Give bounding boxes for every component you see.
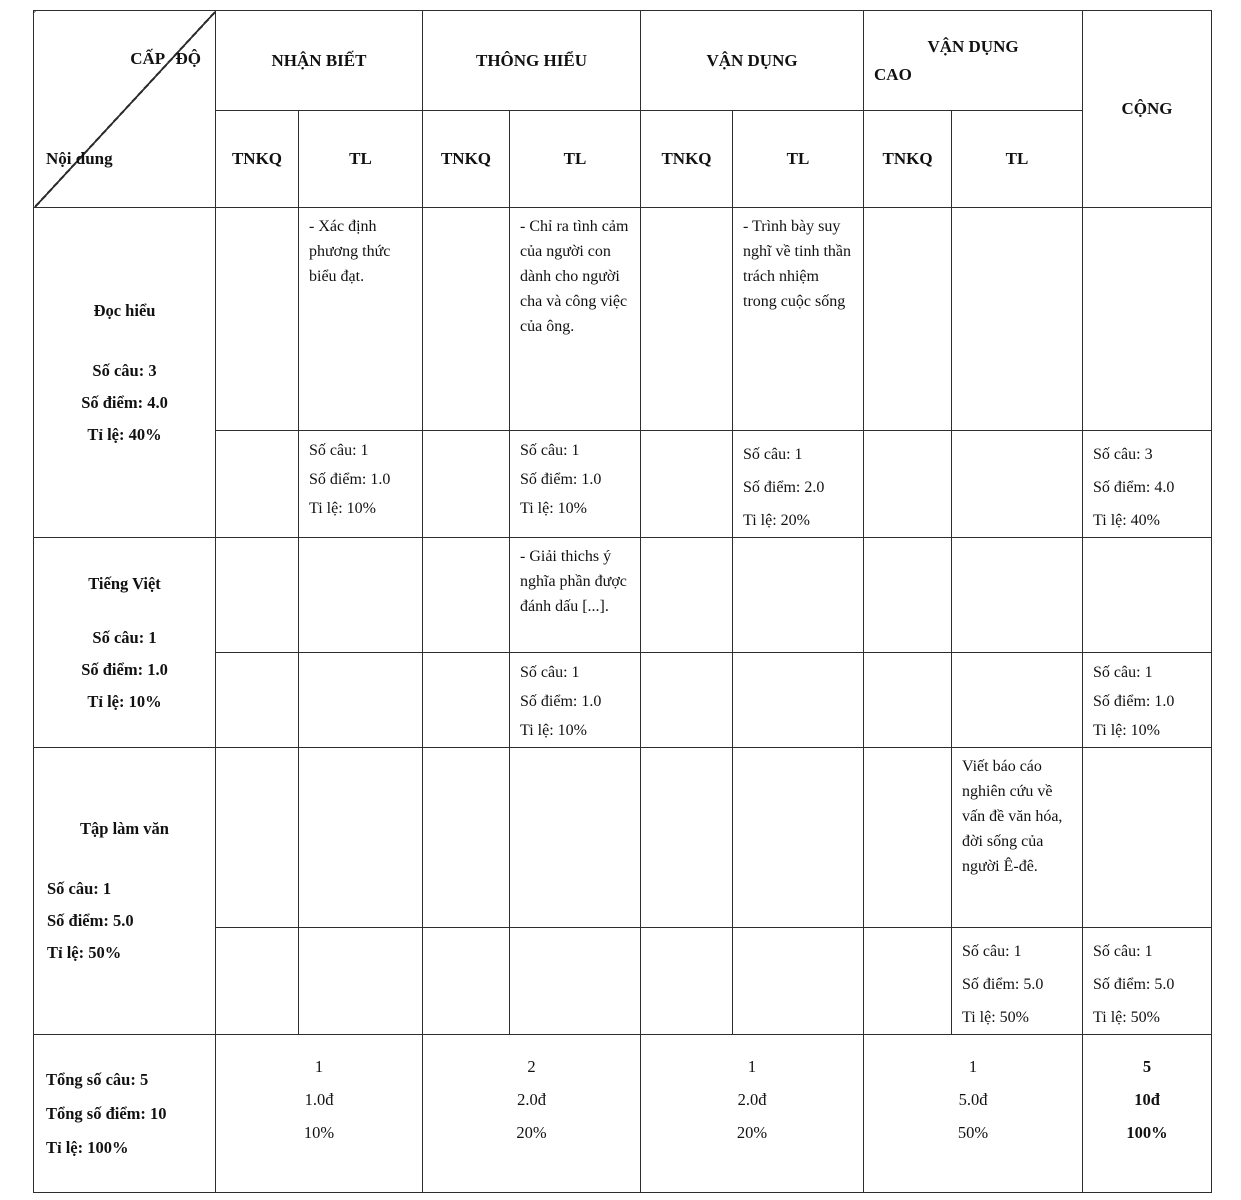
header-thong-hieu: THÔNG HIỂU xyxy=(423,11,641,111)
tieng-viet-cong-stats xyxy=(1083,653,1212,748)
cell-empty xyxy=(641,538,733,653)
cell-empty xyxy=(864,208,952,431)
stat-line: Ti lệ: 40% xyxy=(1093,512,1161,529)
topic-doc-hieu xyxy=(34,208,216,538)
cell-empty xyxy=(423,431,510,538)
header-vdc-tl: TL xyxy=(952,111,1083,208)
totals-label-cell xyxy=(34,1035,216,1193)
stat-line: Số điểm: 1.0 xyxy=(1093,693,1175,710)
cell-empty xyxy=(510,928,641,1035)
cell-empty xyxy=(864,928,952,1035)
stat-line: Số câu: 3 xyxy=(1093,446,1153,463)
stat-line: Ti lệ: 10% xyxy=(520,722,587,739)
stat-line: Số câu: 1 xyxy=(520,442,580,459)
cell-empty xyxy=(216,748,299,928)
cell-empty xyxy=(733,538,864,653)
doc-hieu-cong-stats xyxy=(1083,431,1212,538)
topic-doc-hieu-title: Đọc hiểu xyxy=(93,300,156,320)
cell-empty xyxy=(733,928,864,1035)
doc-hieu-nb-tl-desc: - Xác định phương thức biểu đạt. xyxy=(299,208,423,431)
cell-empty xyxy=(641,928,733,1035)
stat-line: Ti lệ: 50% xyxy=(1093,1009,1161,1026)
stat-line: Số điểm: 1.0 xyxy=(520,471,602,488)
cell-empty xyxy=(641,431,733,538)
totals-sodiem: Tổng số điểm: 10 xyxy=(46,1103,167,1123)
topic-tieng-viet-sodiem: Số điểm: 1.0 xyxy=(81,659,168,679)
doc-hieu-th-tl-desc: - Chỉ ra tình cảm của người con dành cho người cha và công việc của ông. xyxy=(510,208,641,431)
stat-line: Ti lệ: 20% xyxy=(743,512,810,529)
total-line: 10đ xyxy=(1134,1090,1160,1109)
stat-line: Ti lệ: 10% xyxy=(309,500,376,517)
cell-empty xyxy=(1083,538,1212,653)
corner-cell xyxy=(34,11,216,208)
stat-line: Số câu: 1 xyxy=(743,446,803,463)
total-line: 50% xyxy=(957,1123,989,1142)
cell-empty xyxy=(423,538,510,653)
tap-lam-van-vdc-tl-stats xyxy=(952,928,1083,1035)
total-line: 2.0đ xyxy=(517,1090,546,1109)
doc-hieu-th-tl-stats xyxy=(510,431,641,538)
header-vd-tl: TL xyxy=(733,111,864,208)
topic-doc-hieu-socau: Số câu: 3 xyxy=(92,360,157,380)
totals-nhan-biet xyxy=(216,1035,423,1193)
totals-van-dung xyxy=(641,1035,864,1193)
stat-line: Số câu: 1 xyxy=(962,943,1022,960)
header-th-tnkq: TNKQ xyxy=(423,111,510,208)
total-line: 1.0đ xyxy=(304,1090,334,1109)
cell-empty xyxy=(733,653,864,748)
stat-line: Ti lệ: 10% xyxy=(1093,722,1161,739)
corner-level-label: CẤP ĐỘ xyxy=(130,49,201,68)
cell-empty xyxy=(864,431,952,538)
total-line: 1 xyxy=(314,1057,324,1076)
tap-lam-van-vdc-tl-desc: Viết báo cáo nghiên cứu về vấn đề văn hóa, đời sống của người Ê-đê. xyxy=(952,748,1083,928)
cell-empty xyxy=(216,431,299,538)
stat-line: Số câu: 1 xyxy=(520,664,580,681)
total-line: 10% xyxy=(303,1123,335,1142)
corner-content-label: Nội dung xyxy=(46,149,113,168)
cell-empty xyxy=(423,928,510,1035)
totals-van-dung-cao xyxy=(864,1035,1083,1193)
stat-line: Số câu: 1 xyxy=(1093,943,1153,960)
totals-thong-hieu xyxy=(423,1035,641,1193)
cell-empty xyxy=(299,653,423,748)
total-line: 1 xyxy=(747,1057,757,1076)
stat-line: Số điểm: 1.0 xyxy=(520,693,602,710)
totals-tile: Tỉ lệ: 100% xyxy=(46,1137,129,1157)
total-line: 100% xyxy=(1126,1123,1168,1142)
cell-empty xyxy=(952,538,1083,653)
topic-tap-lam-van-title: Tập làm văn xyxy=(80,819,169,838)
totals-cong xyxy=(1083,1035,1212,1193)
cell-empty xyxy=(216,208,299,431)
header-van-dung: VẬN DỤNG xyxy=(641,11,864,111)
header-van-dung-cao-line1: VẬN DỤNG xyxy=(927,36,1019,56)
cell-empty xyxy=(952,431,1083,538)
cell-empty xyxy=(299,928,423,1035)
header-nb-tl: TL xyxy=(299,111,423,208)
stat-line: Ti lệ: 10% xyxy=(520,500,587,517)
total-line: 5 xyxy=(1142,1057,1152,1076)
cell-empty xyxy=(1083,748,1212,928)
total-line: 20% xyxy=(516,1123,547,1142)
cell-empty xyxy=(641,748,733,928)
topic-tap-lam-van xyxy=(34,748,216,1035)
cell-empty xyxy=(216,928,299,1035)
cell-empty xyxy=(423,748,510,928)
total-line: 1 xyxy=(968,1057,978,1076)
doc-hieu-vd-tl-stats xyxy=(733,431,864,538)
cell-empty xyxy=(864,653,952,748)
header-nhan-biet: NHẬN BIẾT xyxy=(216,11,423,111)
cell-empty xyxy=(952,208,1083,431)
stat-line: Số câu: 1 xyxy=(1093,664,1153,681)
header-van-dung-cao xyxy=(864,11,1083,111)
stat-line: Số điểm: 5.0 xyxy=(1093,976,1175,993)
header-nb-tnkq: TNKQ xyxy=(216,111,299,208)
cell-empty xyxy=(1083,208,1212,431)
cell-empty xyxy=(952,653,1083,748)
exam-matrix-table xyxy=(33,10,1212,1193)
tap-lam-van-cong-stats xyxy=(1083,928,1212,1035)
cell-empty xyxy=(641,208,733,431)
total-line: 5.0đ xyxy=(958,1090,988,1109)
cell-empty xyxy=(216,538,299,653)
topic-tieng-viet-title: Tiếng Việt xyxy=(88,573,161,593)
total-line: 20% xyxy=(736,1123,768,1142)
stat-line: Số điểm: 4.0 xyxy=(1093,479,1175,496)
cell-empty xyxy=(423,208,510,431)
doc-hieu-nb-tl-stats xyxy=(299,431,423,538)
cell-empty xyxy=(641,653,733,748)
stat-line: Số điểm: 1.0 xyxy=(309,471,391,488)
cell-empty xyxy=(864,748,952,928)
cell-empty xyxy=(299,748,423,928)
doc-hieu-vd-tl-desc: - Trình bày suy nghĩ về tinh thần trách nhiệm trong cuộc sống xyxy=(733,208,864,431)
stat-line: Số điểm: 2.0 xyxy=(743,479,825,496)
cell-empty xyxy=(864,538,952,653)
topic-tap-lam-van-tile: Tỉ lệ: 50% xyxy=(47,943,122,962)
cell-empty xyxy=(510,748,641,928)
header-cong: CỘNG xyxy=(1083,11,1212,208)
tieng-viet-th-tl-desc: - Giải thichs ý nghĩa phần được đánh dấu [...]. xyxy=(510,538,641,653)
total-line: 2.0đ xyxy=(737,1090,767,1109)
topic-doc-hieu-sodiem: Số điểm: 4.0 xyxy=(81,392,168,412)
tieng-viet-th-tl-stats xyxy=(510,653,641,748)
stat-line: Số câu: 1 xyxy=(309,442,369,459)
topic-tieng-viet-tile: Tỉ lệ: 10% xyxy=(87,691,162,711)
cell-empty xyxy=(733,748,864,928)
header-vd-tnkq: TNKQ xyxy=(641,111,733,208)
header-van-dung-cao-line2: CAO xyxy=(874,64,912,84)
cell-empty xyxy=(299,538,423,653)
topic-tap-lam-van-sodiem: Số điểm: 5.0 xyxy=(47,911,134,930)
header-th-tl: TL xyxy=(510,111,641,208)
total-line: 2 xyxy=(527,1057,536,1076)
header-vdc-tnkq: TNKQ xyxy=(864,111,952,208)
topic-doc-hieu-tile: Tỉ lệ: 40% xyxy=(87,424,162,444)
totals-socau: Tổng số câu: 5 xyxy=(46,1069,149,1089)
topic-tap-lam-van-socau: Số câu: 1 xyxy=(47,879,112,898)
topic-tieng-viet-socau: Số câu: 1 xyxy=(92,627,157,647)
cell-empty xyxy=(216,653,299,748)
topic-tieng-viet xyxy=(34,538,216,748)
cell-empty xyxy=(423,653,510,748)
stat-line: Số điểm: 5.0 xyxy=(962,976,1044,993)
stat-line: Ti lệ: 50% xyxy=(962,1009,1029,1026)
